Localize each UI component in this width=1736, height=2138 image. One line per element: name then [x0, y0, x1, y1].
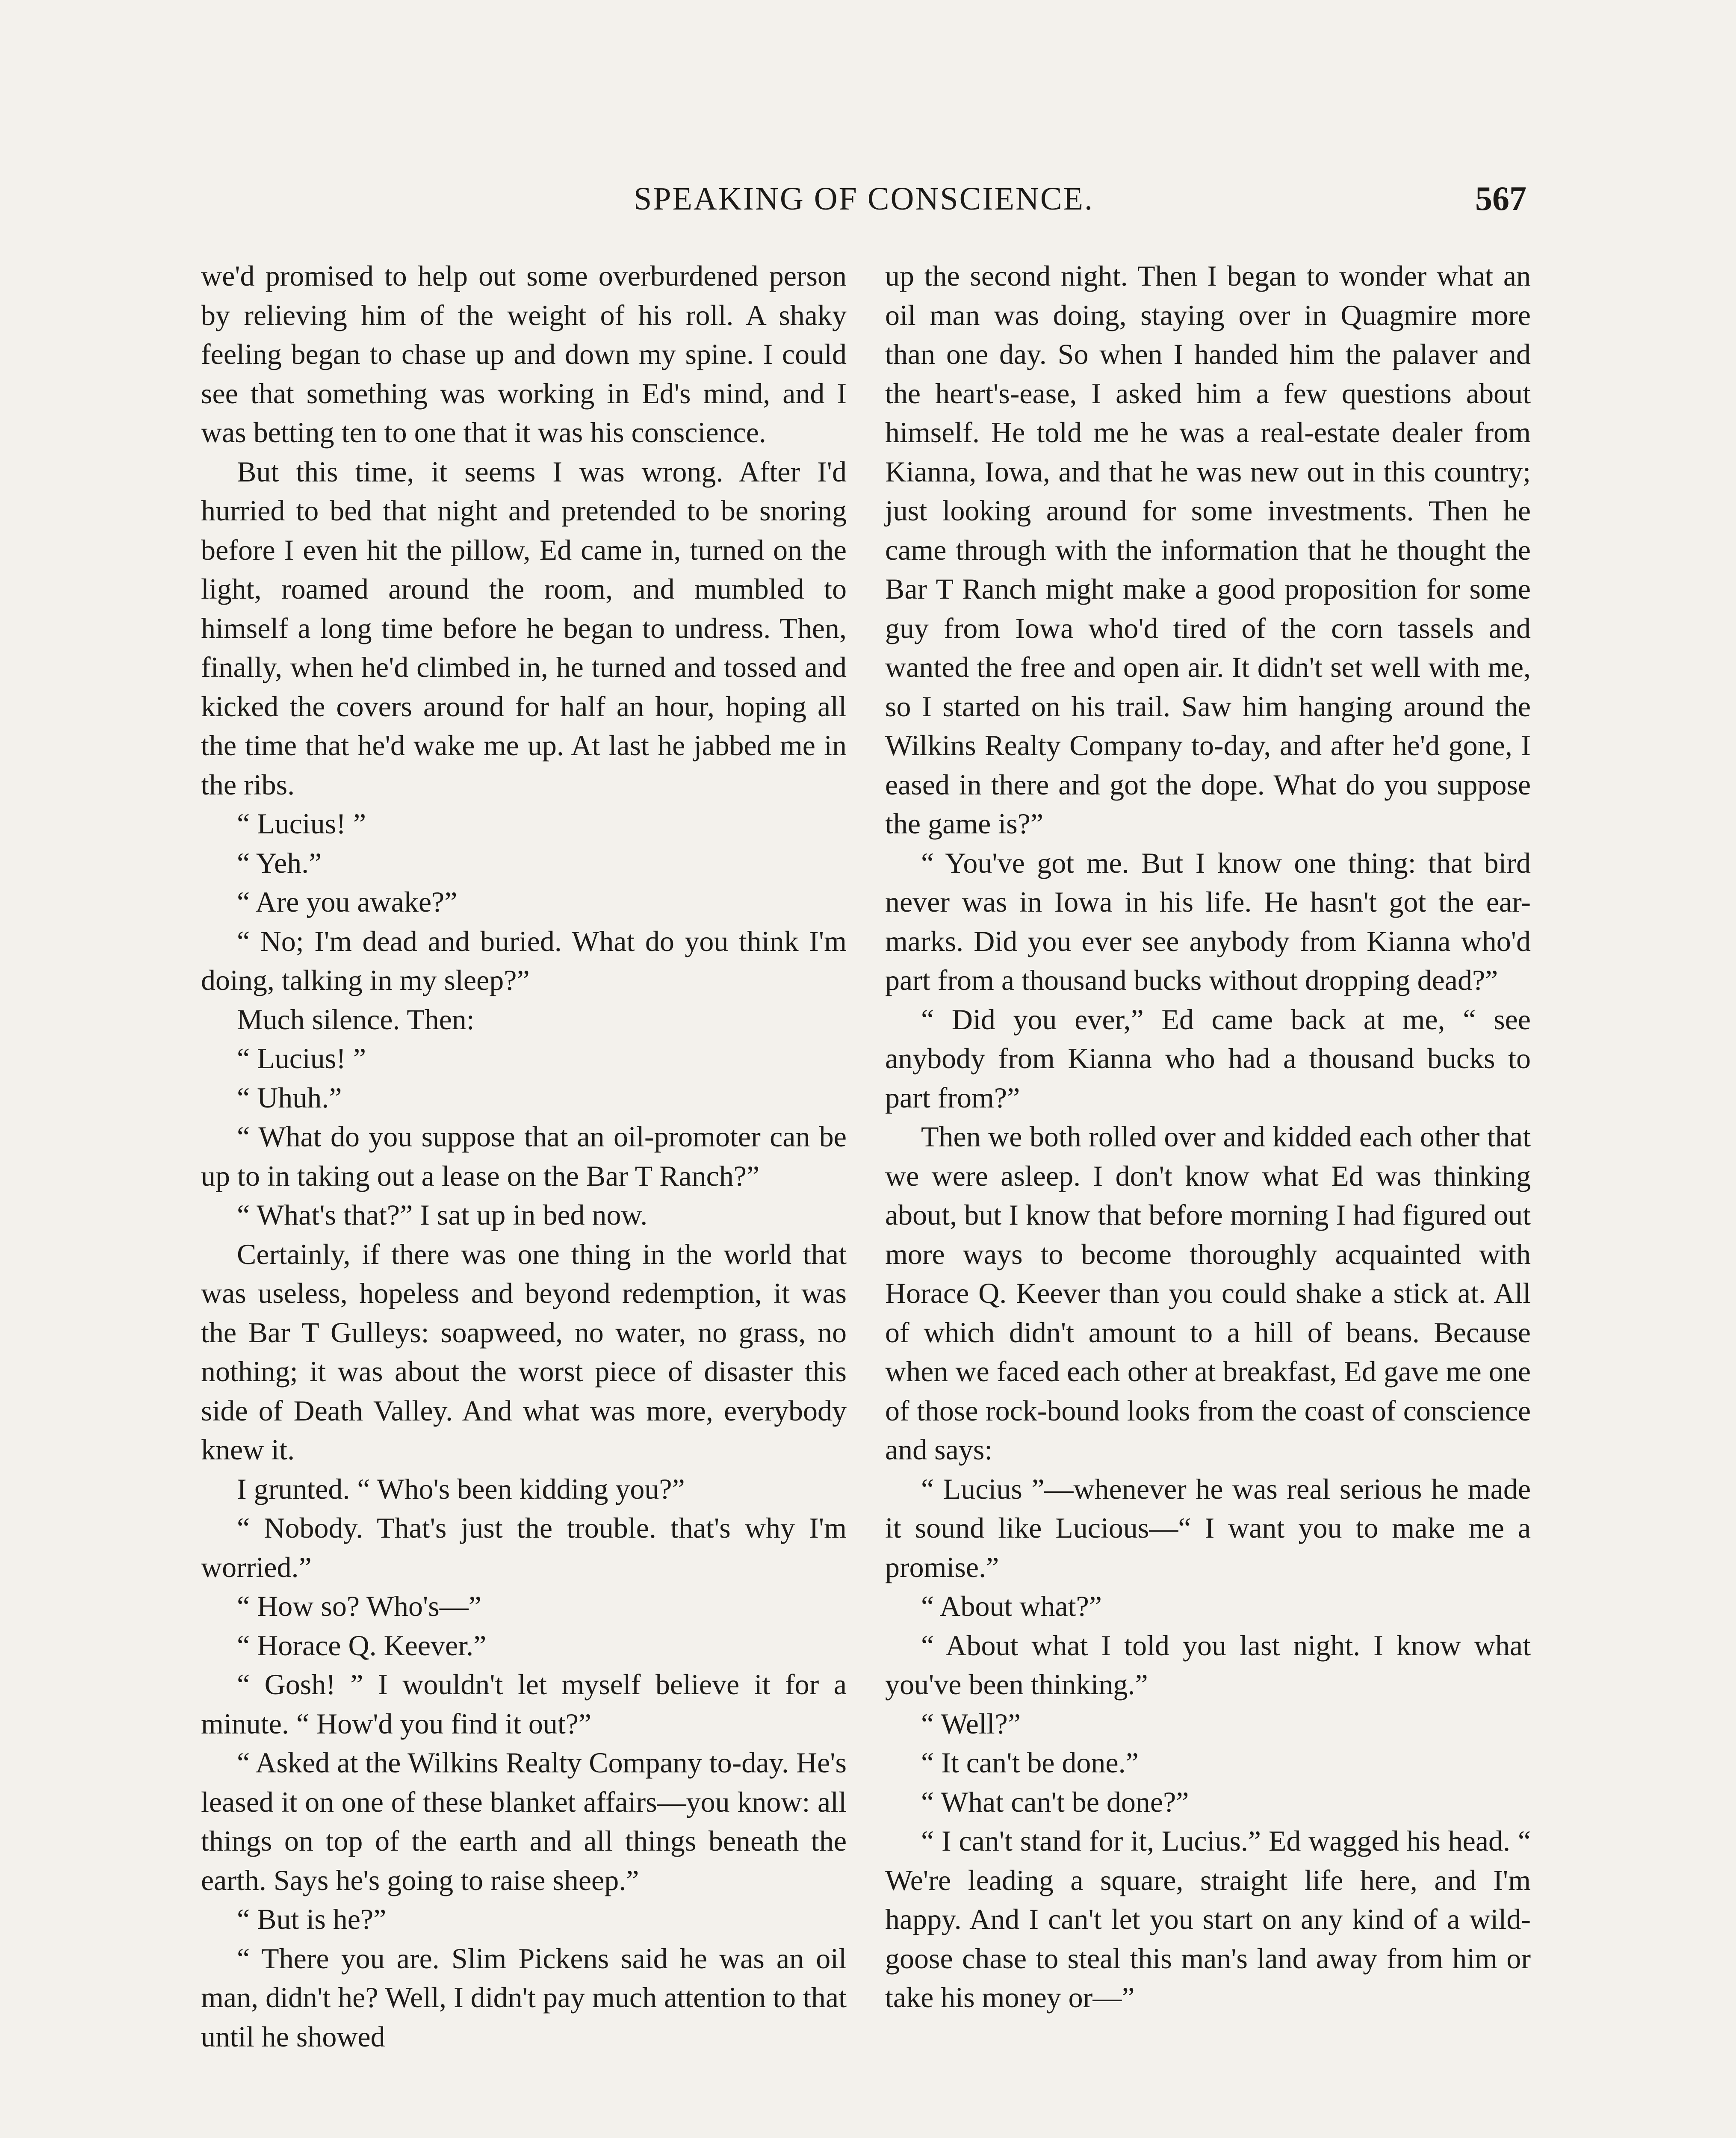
- paragraph: up the second night. Then I began to wonder what an oil man was doing, staying over in Quagmire more than one day. So when I handed him the palaver and the heart's-ease, I asked him a few questions about himself. He told me he was a real-estate dealer from Kianna, Iowa, and that he was new out in this country; just looking around for some investments. Then he came through with the information that he thought the Bar T Ranch might make a good proposition for some guy from Iowa who'd tired of the corn tassels and wanted the free and open air. It didn't set well with me, so I started on his trail. Saw him hanging around the Wilkins Realty Company to-day, and after he'd gone, I eased in there and got the dope. What do you suppose the game is?”: [885, 260, 1531, 840]
- paragraph: we'd promised to help out some overburdened person by relieving him of the weight of his roll. A shaky feeling began to chase up and down my spine. I could see that something was working in Ed's mind, and I was betting ten to one that it was his conscience.: [201, 260, 847, 449]
- paragraph: “ Did you ever,” Ed came back at me, “ see anybody from Kianna who had a thousand bucks to part from?”: [885, 1003, 1531, 1114]
- paragraph: “ Horace Q. Keever.”: [237, 1629, 487, 1662]
- paragraph: “ What can't be done?”: [921, 1785, 1189, 1818]
- paragraph: “ What do you suppose that an oil-promoter can be up to in taking out a lease on the Bar T Ranch?”: [201, 1120, 847, 1192]
- page-number: 567: [1475, 180, 1526, 218]
- running-header: [201, 175, 1526, 227]
- paragraph: “ Nobody. That's just the trouble. that's why I'm worried.”: [201, 1512, 847, 1583]
- paragraph: “ No; I'm dead and buried. What do you think I'm doing, talking in my sleep?”: [201, 924, 847, 996]
- paragraph: “ But is he?”: [237, 1903, 387, 1935]
- paragraph: “ There you are. Slim Pickens said he was an oil man, didn't he? Well, I didn't pay much attention to that until he showed: [201, 1942, 847, 2053]
- paragraph: “ Uhuh.”: [237, 1081, 342, 1114]
- paragraph: Much silence. Then:: [237, 1003, 475, 1036]
- paragraph: Then we both rolled over and kidded each other that we were asleep. I don't know what Ed was thinking about, but I know that before morning I had figured out more ways to become thoroughly acquainted with Horace Q. Keever than you could shake a stick at. All of which didn't amount to a hill of beans. Because when we faced each other at breakfast, Ed gave me one of those rock-bound looks from the coast of conscience and says:: [885, 1120, 1531, 1466]
- paragraph: But this time, it seems I was wrong. After I'd hurried to bed that night and pretended to be snoring before I even hit the pillow, Ed came in, turned on the light, roamed around the room, and mumbled to himself a long time before he began to undress. Then, finally, when he'd climbed in, he turned and tossed and kicked the covers around for half an hour, hoping all the time that he'd wake me up. At last he jabbed me in the ribs.: [201, 455, 847, 801]
- running-title: SPEAKING OF CONSCIENCE.: [633, 181, 1094, 217]
- paragraph: “ What's that?” I sat up in bed now.: [237, 1199, 648, 1231]
- paragraph: “ Asked at the Wilkins Realty Company to-day. He's leased it on one of these blanket affairs—you know: all things on top of the earth and all things beneath the earth. Says he's going to raise sheep.”: [201, 1746, 847, 1896]
- paragraph: “ Well?”: [921, 1707, 1021, 1740]
- paragraph: “ You've got me. But I know one thing: that bird never was in Iowa in his life. He hasn't got the ear-marks. Did you ever see anybody from Kianna who'd part from a thousand bucks without dropping dead?”: [885, 846, 1531, 996]
- paragraph: “ Gosh! ” I wouldn't let myself believe it for a minute. “ How'd you find it out?”: [201, 1668, 847, 1740]
- paragraph: “ It can't be done.”: [921, 1746, 1139, 1779]
- left-text-column: [201, 257, 847, 2056]
- paragraph: “ Yeh.”: [237, 846, 322, 879]
- paragraph: “ About what?”: [921, 1590, 1102, 1622]
- right-text-column: [885, 257, 1531, 2017]
- paragraph: “ Lucius! ”: [237, 807, 366, 840]
- paragraph: “ Lucius! ”: [237, 1042, 366, 1075]
- paragraph: “ Lucius ”—whenever he was real serious he made it sound like Lucious—“ I want you to make me a promise.”: [885, 1472, 1531, 1583]
- paragraph: “ How so? Who's—”: [237, 1590, 481, 1622]
- paragraph: “ Are you awake?”: [237, 886, 458, 918]
- paragraph: I grunted. “ Who's been kidding you?”: [237, 1472, 685, 1505]
- paragraph: “ I can't stand for it, Lucius.” Ed wagged his head. “ We're leading a square, straight life here, and I'm happy. And I can't let you start on any kind of a wild-goose chase to steal this man's land away from him or take his money or—”: [885, 1825, 1531, 2014]
- paragraph: “ About what I told you last night. I know what you've been thinking.”: [885, 1629, 1531, 1701]
- paragraph: Certainly, if there was one thing in the world that was useless, hopeless and beyond redemption, it was the Bar T Gulleys: soapweed, no water, no grass, no nothing; it was about the worst piece of disaster this side of Death Valley. And what was more, everybody knew it.: [201, 1237, 847, 1466]
